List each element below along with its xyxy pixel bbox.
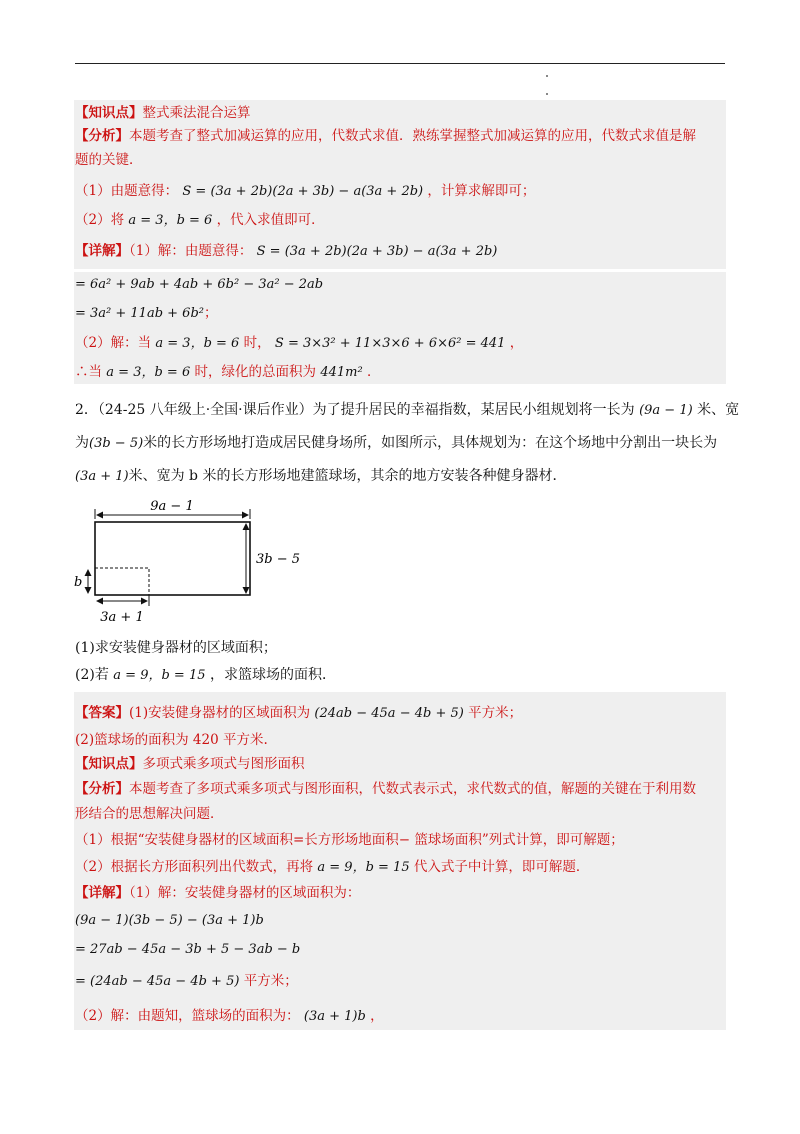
analysis-text-continued: 题的关键． [75,152,143,168]
formula: (3a + 1)b [303,1009,366,1024]
analysis-tag: 【分析】 [75,128,129,144]
analysis-line [75,126,696,146]
step-text: 时， [243,335,271,351]
answer-text: (1)安装健身器材的区域面积为 [129,705,311,721]
formula: = 3a² + 11ab + 6b² [75,306,204,321]
question-text: 米、宽为 b 米的长方形场地建篮球场，其余的地方安装各种健身器材． [128,468,567,484]
step-text: （2）根据长方形面积列出代数式，再将 [75,859,314,875]
question-text: (2)若 [75,667,109,683]
step-1: （1）根据“安装健身器材的区域面积=长方形场地面积− 篮球场面积”列式计算，即可解题； [75,832,624,848]
conclusion-line [75,362,380,383]
equation-line: (9a − 1)(3b − 5) − (3a + 1)b [75,913,264,928]
knowledge-point [75,754,305,774]
step-text: （2）解：由题知，篮球场的面积为： [75,1008,300,1024]
knowledge-tag: 【知识点】 [75,756,143,772]
punctuation: ． [366,364,381,380]
question-text: 为 [75,435,89,451]
formula: S = 3×3² + 11×3×6 + 6×6² = 441 [274,336,506,351]
detail-text: （1）解：由题意得： [129,243,253,259]
right-label: 3b − 5 [256,552,301,567]
answer-line-2: (2)篮球场的面积为 420 平方米. [75,732,268,748]
question-2-line-2 [75,433,717,454]
header-dot [546,75,548,77]
formula: a = 3，b = 6 [155,336,240,351]
field-rectangle [95,522,250,595]
question-text: 米、宽 [697,402,740,418]
formula: 441m² [320,365,363,380]
equation-line [75,971,298,992]
step-text: ，计算求解即可； [427,183,536,199]
solution-part-2 [75,1006,384,1027]
step-1 [75,181,535,202]
knowledge-text: 整式乘法混合运算 [142,105,251,121]
punctuation: ， [370,1008,384,1024]
sub-question-1: (1)求安装健身器材的区域面积； [75,640,277,656]
detail-line [75,241,497,262]
step-text: ∴当 [75,364,102,380]
step-2 [75,210,325,231]
formula: a = 3，b = 6 [106,365,191,380]
detail-tag: 【详解】 [75,243,129,259]
sub-question-2 [75,665,336,686]
formula: a = 3，b = 6 [128,213,213,228]
question-2-line-3 [75,466,566,487]
equation-line: = 6a² + 9ab + 4ab + 6b² − 3a² − 2ab [75,277,324,292]
top-label: 9a − 1 [150,499,194,514]
answer-text: 平方米； [468,705,523,721]
punctuation: ； [204,305,218,321]
formula: (24ab − 45a − 4b + 5) [314,706,464,721]
answer-text: 平方米； [243,973,298,989]
rectangle-figure [70,497,310,637]
formula: S = (3a + 2b)(2a + 3b) − a(3a + 2b) [256,244,498,259]
equation-line: = 27ab − 45a − 3b + 5 − 3ab − b [75,942,301,957]
step-text: （2）解：当 [75,335,152,351]
solution-part-2 [75,333,523,354]
detail-line [75,883,360,903]
step-text: （1）由题意得： [75,183,179,199]
court-rectangle [95,568,149,595]
step-text: （2）将 [75,212,125,228]
bottom-label: 3a + 1 [100,610,144,625]
left-label: b [74,575,83,590]
question-text: 米的长方形场地打造成居民健身场所，如图所示，具体规划为：在这个场地中分割出一块长为 [143,435,718,451]
question-text: ，求篮球场的面积． [209,667,336,683]
formula: (9a − 1) [639,403,693,418]
formula: (3b − 5) [89,436,144,451]
analysis-text: 本题考查了整式加减运算的应用，代数式求值．熟练掌握整式加减运算的应用，代数式求值是解 [129,128,696,144]
step-2 [75,857,589,878]
step-text: 代入式子中计算，即可解题． [413,859,590,875]
formula: (3a + 1) [75,469,129,484]
question-2-line-1 [75,400,739,421]
detail-text: （1）解：安装健身器材的区域面积为： [129,885,361,901]
analysis-line [75,779,696,799]
step-text: ，代入求值即可． [216,212,325,228]
equation-line [75,303,218,324]
question-text: 2．（24-25 八年级上·全国·课后作业）为了提升居民的幸福指数，某居民小组规划将一长为 [75,402,635,418]
header-rule [75,63,725,64]
analysis-tag: 【分析】 [75,781,129,797]
header-dot [546,93,548,95]
formula: S = (3a + 2b)(2a + 3b) − a(3a + 2b) [182,184,424,199]
analysis-text: 本题考查了多项式乘多项式与图形面积，代数式表示式，求代数式的值，解题的关键在于利用数 [129,781,696,797]
step-text: 时，绿化的总面积为 [194,364,317,380]
formula: a = 9，b = 15 [317,860,410,875]
detail-tag: 【详解】 [75,885,129,901]
knowledge-point [75,103,251,123]
formula: = (24ab − 45a − 4b + 5) [75,974,240,989]
answer-tag: 【答案】 [75,705,129,721]
answer-line-1 [75,703,522,724]
knowledge-text: 多项式乘多项式与图形面积 [142,756,305,772]
knowledge-tag: 【知识点】 [75,105,143,121]
formula: a = 9，b = 15 [113,668,206,683]
punctuation: ， [509,335,524,351]
analysis-text-continued: 形结合的思想解决问题． [75,806,224,822]
